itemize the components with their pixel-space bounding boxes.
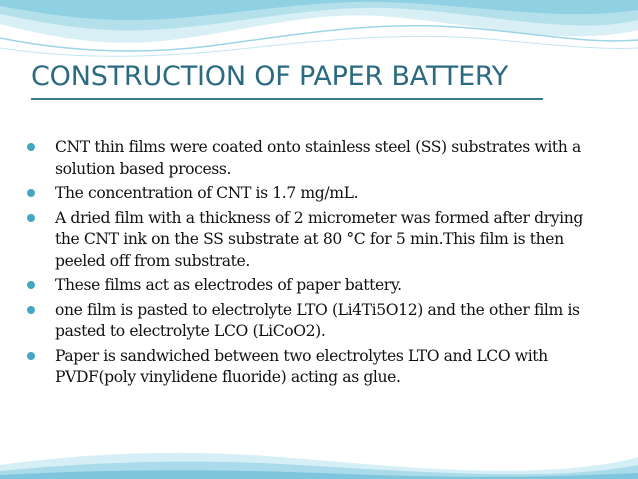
bullet-icon <box>27 189 35 197</box>
bullet-item <box>26 346 606 389</box>
bullet-text: The concentration of CNT is 1.7 mg/mL. <box>55 184 359 202</box>
bullet-item <box>26 183 606 205</box>
bullet-text: These films act as electrodes of paper battery. <box>55 276 402 294</box>
bullet-text: Paper is sandwiched between two electrolytes LTO and LCO with PVDF(poly vinylidene fluoride) acting as glue. <box>55 346 548 386</box>
bullet-list <box>26 137 606 392</box>
title-underline <box>31 98 543 100</box>
bullet-item <box>26 137 606 180</box>
bullet-icon <box>27 281 35 289</box>
bullet-icon <box>27 306 35 314</box>
bottom-wave-decoration <box>0 445 638 479</box>
bullet-icon <box>27 352 35 360</box>
bullet-item <box>26 300 606 343</box>
bullet-text: A dried film with a thickness of 2 micrometer was formed after drying the CNT ink on the SS substrate at 80 °C for 5 min.This film is then peeled off from substrate. <box>55 208 583 270</box>
bullet-icon <box>27 143 35 151</box>
bullet-icon <box>27 214 35 222</box>
slide-title: CONSTRUCTION OF PAPER BATTERY <box>31 61 509 92</box>
bullet-item <box>26 208 606 273</box>
bullet-text: one film is pasted to electrolyte LTO (Li4Ti5O12) and the other film is pasted to electrolyte LCO (LiCoO2). <box>55 300 580 340</box>
bullet-text: CNT thin films were coated onto stainless steel (SS) substrates with a solution based process. <box>55 138 581 178</box>
bullet-item <box>26 275 606 297</box>
